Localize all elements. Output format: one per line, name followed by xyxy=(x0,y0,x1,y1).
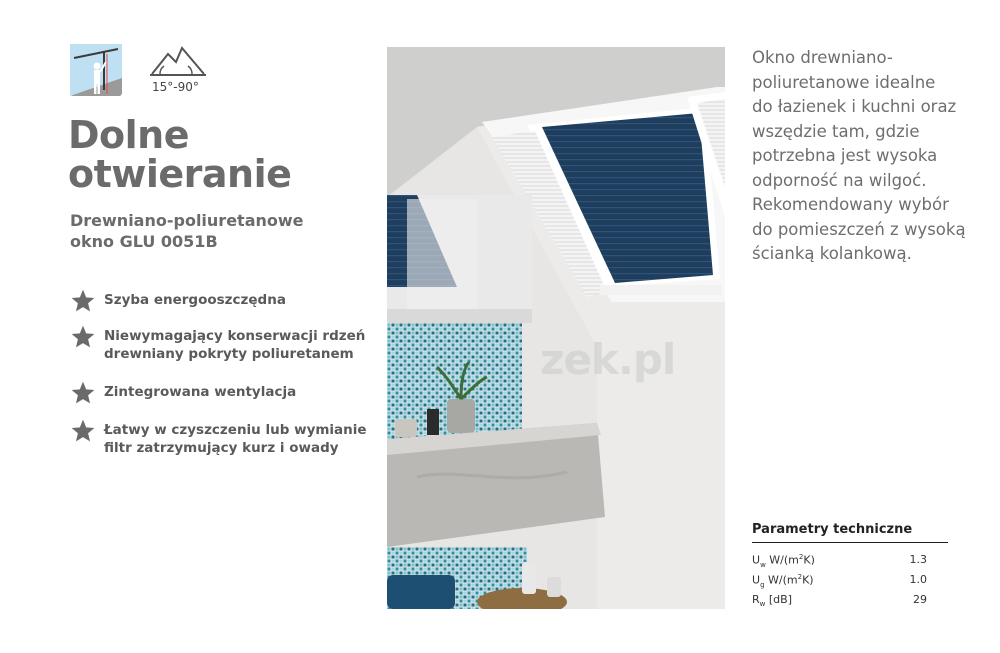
description-line: odporność na wilgoć. xyxy=(752,170,927,190)
star-icon xyxy=(70,324,96,350)
param-symbol: R xyxy=(752,593,760,606)
product-photo-bathroom xyxy=(387,47,725,609)
param-label xyxy=(752,573,814,589)
description-line: Rekomendowany wybór xyxy=(752,195,949,214)
title-line: otwieranie xyxy=(68,152,292,196)
product-subtitle xyxy=(70,210,304,252)
description-line: do pomieszczeń z wysoką xyxy=(752,219,966,239)
watermark-text: zek.pl xyxy=(540,335,676,384)
param-label xyxy=(752,593,792,608)
description-line: ścianką kolankową. xyxy=(752,244,912,263)
params-row xyxy=(752,553,927,571)
description-line: poliuretanowe idealne xyxy=(752,72,936,92)
roof-angle-label: 15°-90° xyxy=(152,80,199,94)
param-value: 1.0 xyxy=(909,573,927,586)
description-line: Okno drewniano- xyxy=(752,48,893,67)
param-superscript: 2 xyxy=(798,553,804,561)
param-subscript: w xyxy=(760,560,766,569)
description-line: potrzebna jest wysoka xyxy=(752,146,938,165)
feature-text xyxy=(104,383,296,401)
param-unit: W/(m xyxy=(765,553,799,567)
param-unit: [dB] xyxy=(765,593,792,606)
description-line: do łazienek i kuchni oraz xyxy=(752,97,957,116)
star-icon xyxy=(70,380,96,406)
param-superscript: 2 xyxy=(797,573,803,581)
subtitle-line: Drewniano-poliuretanowe xyxy=(70,211,304,230)
product-description xyxy=(752,46,992,267)
star-icon xyxy=(70,288,96,314)
feature-line: Niewymagający konserwacji rdzeń xyxy=(104,328,366,344)
description-line: wszędzie tam, gdzie xyxy=(752,121,920,141)
feature-line: Łatwy w czyszczeniu lub wymianie xyxy=(104,422,367,438)
params-divider xyxy=(752,542,948,543)
title-line: Dolne xyxy=(68,113,189,157)
feature-text xyxy=(104,291,286,309)
params-row xyxy=(752,593,927,611)
param-symbol: U xyxy=(752,553,761,567)
param-label xyxy=(752,553,815,569)
feature-text xyxy=(104,327,365,363)
param-unit: K) xyxy=(803,553,815,567)
param-value: 29 xyxy=(913,593,927,606)
bottom-opening-window-icon xyxy=(70,44,122,96)
feature-line: Zintegrowana wentylacja xyxy=(104,384,297,400)
star-icon xyxy=(70,418,96,444)
params-row xyxy=(752,573,927,591)
feature-text xyxy=(104,421,367,457)
param-unit: K) xyxy=(802,573,814,587)
params-title: Parametry techniczne xyxy=(752,522,913,537)
feature-line: Szyba energooszczędna xyxy=(104,292,286,308)
page-title xyxy=(68,113,292,196)
param-subscript: w xyxy=(759,600,766,609)
param-value: 1.3 xyxy=(909,553,927,566)
param-symbol: U xyxy=(752,573,761,587)
roof-pitch-icon xyxy=(150,44,206,78)
feature-line: drewniany pokryty poliuretanem xyxy=(104,346,354,362)
subtitle-line: okno GLU 0051B xyxy=(70,232,218,251)
feature-line: filtr zatrzymujący kurz i owady xyxy=(104,440,339,456)
param-subscript: g xyxy=(760,580,765,589)
param-unit: W/(m xyxy=(764,573,798,587)
